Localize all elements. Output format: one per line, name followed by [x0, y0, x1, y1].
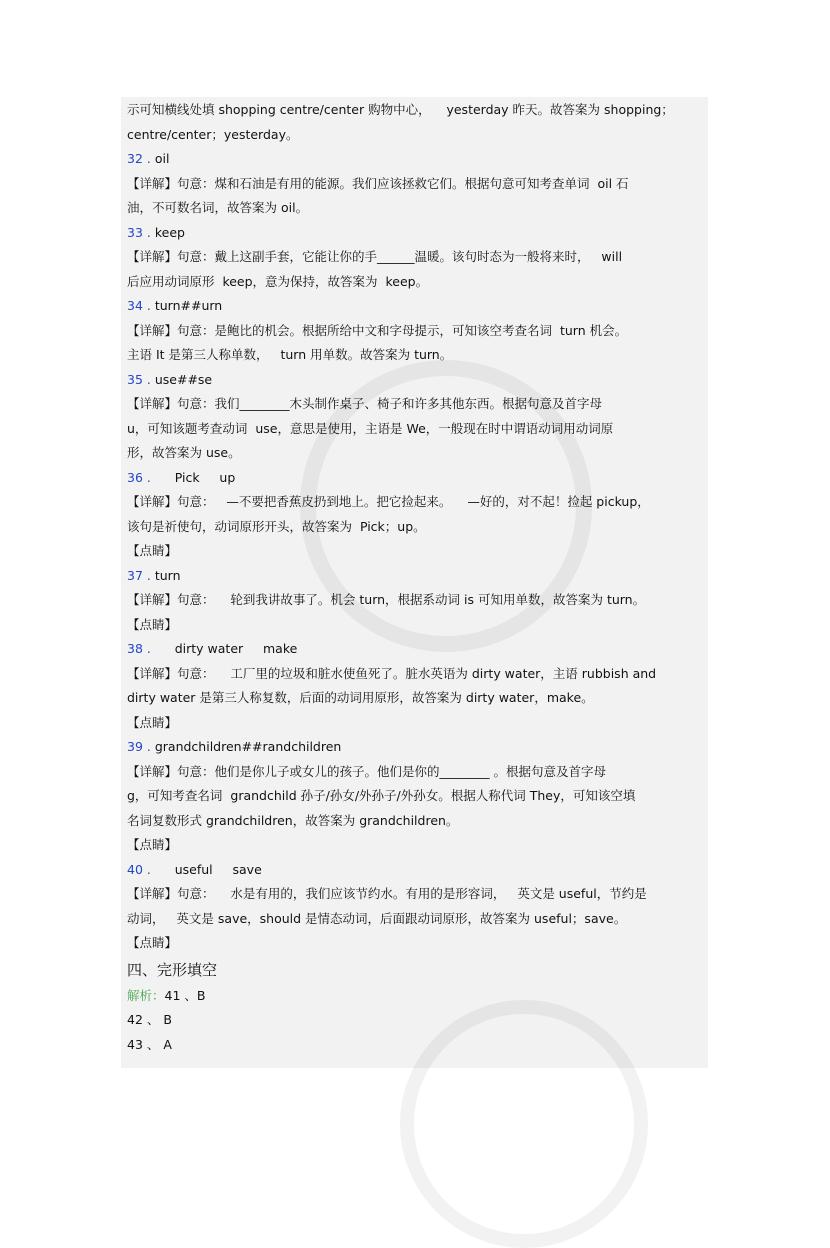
- explanation-line: [127, 172, 699, 197]
- explanation-line: [127, 686, 699, 711]
- explanation-line: [127, 809, 699, 834]
- section-heading-text: 四、完形填空: [127, 960, 218, 979]
- answer-line: [127, 466, 699, 491]
- explanation-line: [127, 392, 699, 417]
- line-text: 形，故答案为 use。: [127, 445, 241, 460]
- explanation-line: [127, 441, 699, 466]
- line-text: 【点睛】: [127, 616, 178, 632]
- line-text: 【详解】句意：我们________木头制作桌子、椅子和许多其他东西。根据句意及首字母: [127, 396, 603, 411]
- explanation-line: [127, 343, 699, 368]
- question-number: 35 .: [127, 371, 151, 387]
- line-text: 【详解】句意：他们是你儿子或女儿的孩子。他们是你的________ 。根据句意及首字母: [127, 763, 606, 779]
- line-text: 油，不可数名词，故答案为 oil。: [127, 200, 309, 215]
- line-text: A: [163, 1036, 172, 1052]
- analysis-label: 解析：: [127, 987, 165, 1003]
- line-text: B: [163, 1012, 172, 1027]
- answer-line: [127, 294, 699, 319]
- line-text: 【点睛】: [127, 543, 178, 558]
- question-number: 40 .: [127, 861, 151, 877]
- explanation-line: [127, 588, 699, 613]
- line-text: 41 、B: [164, 987, 206, 1003]
- line-text: centre/center；yesterday。: [127, 126, 299, 142]
- explanation-line: [127, 882, 699, 907]
- explanation-line: [127, 417, 699, 442]
- line-text: 【点睛】: [127, 714, 178, 730]
- explanation-line: [127, 245, 699, 270]
- explanation-line: [127, 1008, 699, 1033]
- line-text: useful save: [154, 861, 262, 877]
- line-text: dirty water 是第三人称复数，后面的动词用原形，故答案为 dirty water，make。: [127, 690, 594, 705]
- answer-line: [127, 147, 699, 172]
- question-number: 43 、: [127, 1036, 160, 1052]
- explanation-line: [127, 515, 699, 540]
- line-text: 该句是祈使句，动词原形开头，故答案为 Pick；up。: [127, 518, 426, 534]
- answer-line: [127, 368, 699, 393]
- question-number: 33 .: [127, 224, 151, 240]
- line-text: 【点睛】: [127, 837, 178, 852]
- line-text: 【详解】句意： 水是有用的，我们应该节约水。有用的是形容词， 英文是 useful，节约是: [127, 886, 647, 901]
- question-number: 36 .: [127, 469, 151, 485]
- line-text: Pick up: [154, 469, 236, 485]
- section-heading: [127, 956, 699, 984]
- line-text: 【详解】句意： —不要把香蕉皮扔到地上。把它捡起来。 —好的，对不起！捡起 pickup，: [127, 494, 650, 509]
- explanation-line: [127, 1033, 699, 1058]
- answer-key-content: [127, 98, 699, 1057]
- line-text: turn: [154, 567, 181, 583]
- line-text: 动词， 英文是 save，should 是情态动词，后面跟动词原形，故答案为 useful；save。: [127, 910, 627, 926]
- explanation-line: [127, 123, 699, 148]
- answer-line: [127, 637, 699, 662]
- line-text: grandchildren##randchildren: [154, 739, 342, 754]
- line-text: 【详解】句意： 工厂里的垃圾和脏水使鱼死了。脏水英语为 dirty water，主语 rubbish and: [127, 665, 657, 681]
- line-text: g，可知考查名词 grandchild 孙子/孙女/外孙子/外孙女。根据人称代词 They，可知该空填: [127, 788, 636, 803]
- line-text: oil: [154, 151, 170, 166]
- line-text: 后应用动词原形 keep，意为保持，故答案为 keep。: [127, 273, 429, 289]
- line-text: 示可知横线处填 shopping centre/center 购物中心， yesterday 昨天。故答案为 shopping；: [127, 102, 674, 117]
- line-text: u，可知该题考查动词 use，意思是使用，主语是 We，一般现在时中谓语动词用动词原: [127, 420, 614, 436]
- line-text: 【详解】句意：戴上这副手套，它能让你的手______温暖。该句时态为一般将来时， will: [127, 249, 623, 264]
- answer-line: [127, 564, 699, 589]
- line-text: 【点睛】: [127, 935, 178, 950]
- question-number: 37 .: [127, 567, 151, 583]
- explanation-line: [127, 613, 699, 638]
- answer-line: [127, 221, 699, 246]
- answer-line: [127, 735, 699, 760]
- explanation-line: [127, 760, 699, 785]
- question-number: 38 .: [127, 641, 151, 656]
- explanation-line: [127, 931, 699, 956]
- explanation-line: [127, 196, 699, 221]
- line-text: keep: [154, 224, 185, 240]
- line-text: 名词复数形式 grandchildren，故答案为 grandchildren。: [127, 812, 459, 828]
- answer-line: [127, 858, 699, 883]
- explanation-line: [127, 319, 699, 344]
- line-text: 【详解】句意：煤和石油是有用的能源。我们应该拯救它们。根据句意可知考查单词 oil 石: [127, 175, 629, 191]
- question-number: 32 .: [127, 151, 151, 166]
- line-text: use##se: [154, 371, 213, 387]
- question-number: 39 .: [127, 739, 151, 754]
- explanation-line: [127, 662, 699, 687]
- explanation-line: [127, 490, 699, 515]
- question-number: 42 、: [127, 1012, 160, 1027]
- line-text: turn##urn: [154, 298, 223, 313]
- line-text: 【详解】句意： 轮到我讲故事了。机会 turn，根据系动词 is 可知用单数，故答案为 turn。: [127, 592, 646, 607]
- explanation-line: [127, 98, 699, 123]
- question-number: 34 .: [127, 298, 151, 313]
- explanation-line: [127, 711, 699, 736]
- line-text: 主语 It 是第三人称单数， turn 用单数。故答案为 turn。: [127, 347, 453, 362]
- explanation-line: [127, 539, 699, 564]
- explanation-line: [127, 833, 699, 858]
- line-text: dirty water make: [154, 641, 298, 656]
- explanation-line: [127, 784, 699, 809]
- line-text: 【详解】句意：是鲍比的机会。根据所给中文和字母提示，可知该空考查名词 turn 机会。: [127, 322, 628, 338]
- explanation-line: [127, 270, 699, 295]
- explanation-line: [127, 907, 699, 932]
- analysis-line: [127, 984, 699, 1009]
